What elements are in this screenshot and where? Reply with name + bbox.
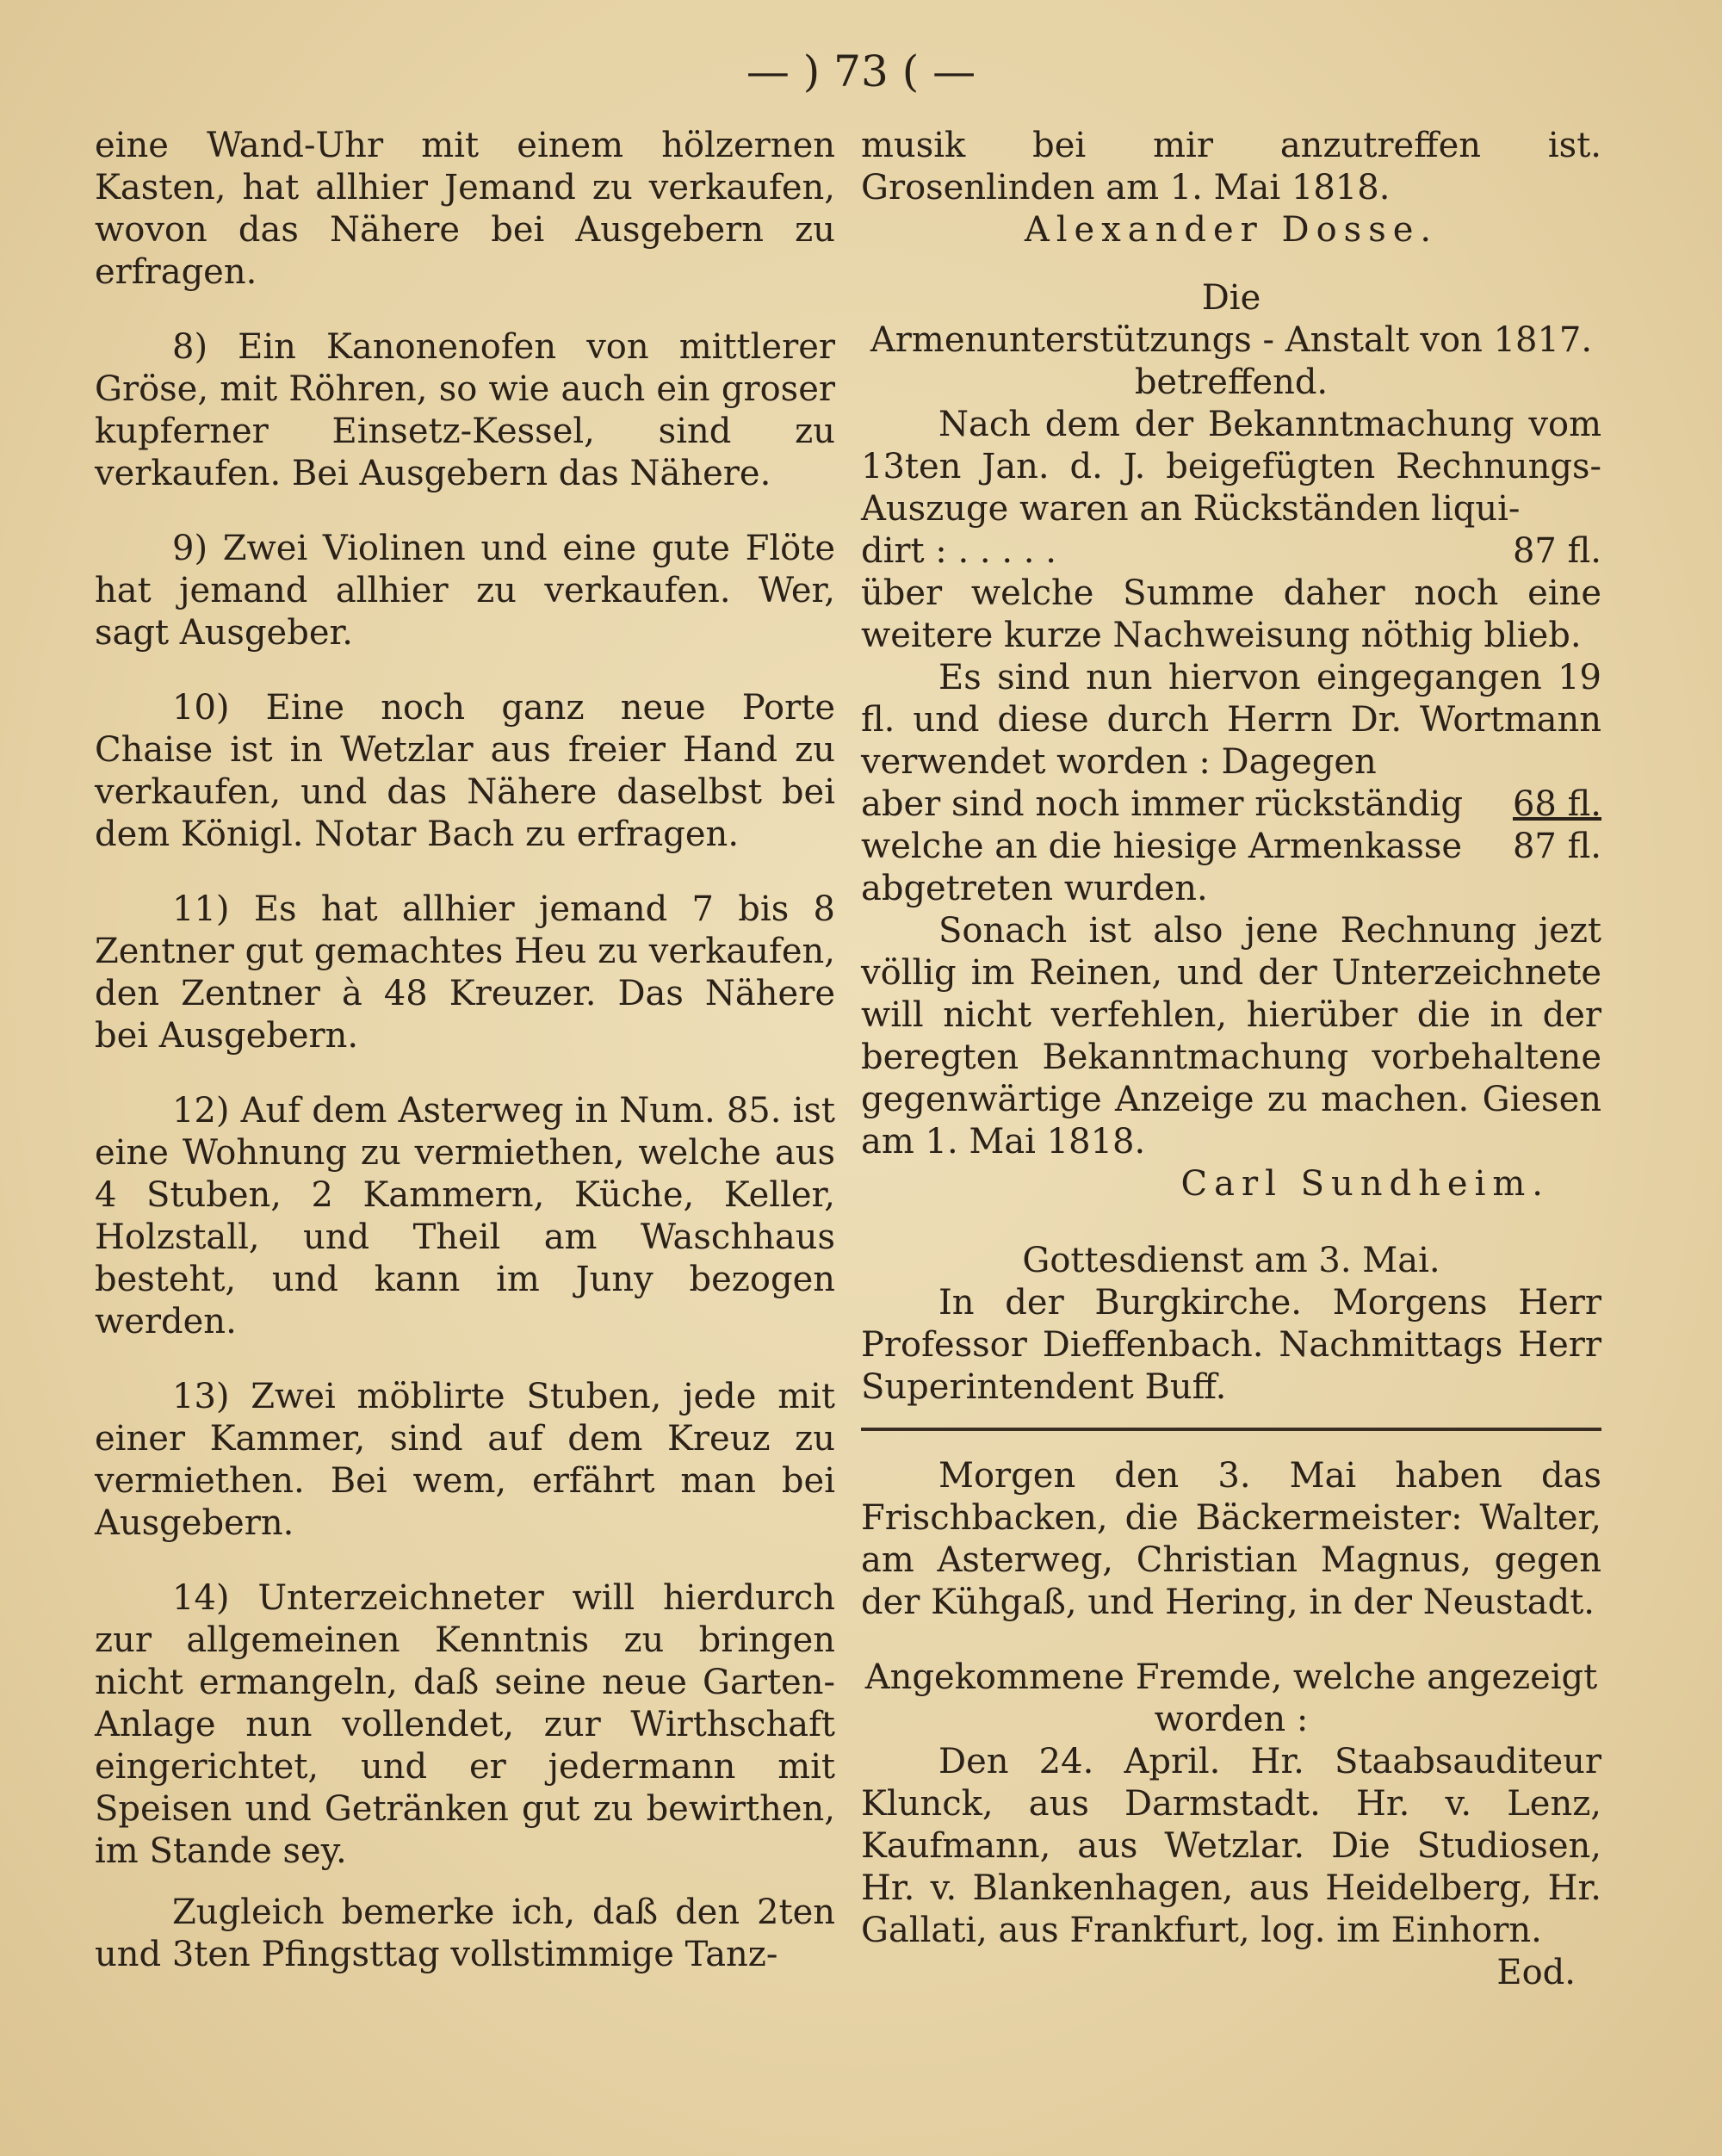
armen-amount-kasse: 87 fl. bbox=[1512, 827, 1601, 866]
right-column bbox=[861, 125, 1601, 1994]
armen-rueckstaendig-line bbox=[861, 784, 1601, 826]
armen-paragraph-2: über welche Summe daher noch eine weitere kurze Nachweisung nöthig blieb. bbox=[861, 573, 1601, 655]
armen-dirt-line bbox=[861, 530, 1601, 573]
armen-kasse-line bbox=[861, 826, 1601, 868]
armen-kasse-label: welche an die hiesige Armenkasse bbox=[861, 827, 1463, 866]
armen-amount-rueckstaendig: 68 fl. bbox=[1512, 784, 1601, 824]
armen-rueckstaendig-label: aber sind noch immer rückständig bbox=[861, 784, 1463, 824]
armen-title-die: Die bbox=[1201, 278, 1261, 318]
gottesdienst-text: In der Burgkirche. Morgens Herr Professor Dieffenbach. Nachmittags Herr Superintendent Buff. bbox=[861, 1283, 1601, 1407]
ad-14-garten-anlage: 14) Unterzeichneter will hierdurch zur allgemeinen Kenntnis zu bringen nicht ermangeln, daß seine neue Garten-Anlage nun vollendet, zur Wirthschaft eingerichtet, und er jedermann mit Speisen und Getränken gut zu bewirthen, im Stande sey. bbox=[95, 1578, 835, 1871]
armen-dirt-label: dirt : . . . . . bbox=[861, 531, 1056, 571]
signature-dosse: Alexander Dosse. bbox=[1024, 210, 1439, 250]
ad-14-continuation: Zugleich bemerke ich, daß den 2ten und 3ten Pfingsttag vollstimmige Tanz- bbox=[95, 1893, 835, 1974]
end-mark: Eod. bbox=[1496, 1953, 1576, 1992]
armen-amount-liquidirt: 87 fl. bbox=[1512, 531, 1601, 571]
ad-10-porte-chaise: 10) Eine noch ganz neue Porte Chaise ist in Wetzlar aus freier Hand zu verkaufen, und das Nähere daselbst bei dem Königl. Notar Bach zu erfragen. bbox=[95, 688, 835, 854]
ad-9-violinen: 9) Zwei Violinen und eine gute Flöte hat jemand allhier zu verkaufen. Wer, sagt Ausgeber. bbox=[95, 529, 835, 653]
fremde-text: Den 24. April. Hr. Staabsauditeur Klunck, aus Darmstadt. Hr. v. Lenz, Kaufmann, aus Wetzlar. Die Studiosen, Hr. v. Blankenhagen, aus Heidelberg, Hr. Gallati, aus Frankfurt, log. im Einhorn. bbox=[861, 1742, 1601, 1950]
ad-wanduhr: eine Wand-Uhr mit einem hölzernen Kasten, hat allhier Jemand zu verkaufen, wovon das Nähere bei Ausgebern zu erfragen. bbox=[95, 126, 835, 292]
armen-title: Armenunterstützungs - Anstalt von 1817. betreffend. bbox=[870, 320, 1593, 402]
gottesdienst-title: Gottesdienst am 3. Mai. bbox=[1022, 1241, 1440, 1280]
armen-abgetreten: abgetreten wurden. bbox=[861, 869, 1208, 908]
section-divider bbox=[861, 1428, 1601, 1431]
armen-paragraph-4: Sonach ist also jene Rechnung jezt völlig im Reinen, und der Unterzeichnete will nicht verfehlen, hierüber die in der beregten Bekanntmachung vorbehaltene gegenwärtige Anzeige zu machen. Giesen am 1. Mai 1818. bbox=[861, 911, 1601, 1162]
left-column bbox=[95, 125, 835, 1976]
ad-13-stuben: 13) Zwei möblirte Stuben, jede mit einer Kammer, sind auf dem Kreuz zu vermiethen. Bei wem, erfährt man bei Ausgebern. bbox=[95, 1377, 835, 1543]
baecker-notice: Morgen den 3. Mai haben das Frischbacken, die Bäckermeister: Walter, am Asterweg, Christian Magnus, gegen der Kühgaß, und Hering, in der Neustadt. bbox=[861, 1456, 1601, 1622]
armen-paragraph-1: Nach dem der Bekanntmachung vom 13ten Jan. d. J. beigefügten Rechnungs-Auszuge waren an Rückständen liqui- bbox=[861, 405, 1601, 529]
tanzmusik-continuation: musik bei mir anzutreffen ist. Grosenlinden am 1. Mai 1818. bbox=[861, 126, 1601, 208]
ad-11-heu: 11) Es hat allhier jemand 7 bis 8 Zentner gut gemachtes Heu zu verkaufen, den Zentner à 48 Kreuzer. Das Nähere bei Ausgebern. bbox=[95, 889, 835, 1056]
page-number-header: — ) 73 ( — bbox=[746, 46, 976, 96]
ad-12-wohnung: 12) Auf dem Asterweg in Num. 85. ist eine Wohnung zu vermiethen, welche aus 4 Stuben, 2 Kammern, Küche, Keller, Holzstall, und Theil am Waschhaus besteht, und kann im Juny bezogen werden. bbox=[95, 1091, 835, 1341]
armen-paragraph-3: Es sind nun hiervon eingegangen 19 fl. und diese durch Herrn Dr. Wortmann verwendet worden : Dagegen bbox=[861, 658, 1601, 782]
ad-8-kanonenofen: 8) Ein Kanonenofen von mittlerer Gröse, mit Röhren, so wie auch ein groser kupferner Einsetz-Kessel, sind zu verkaufen. Bei Ausgebern das Nähere. bbox=[95, 327, 835, 493]
fremde-title: Angekommene Fremde, welche angezeigt worden : bbox=[864, 1657, 1598, 1739]
signature-sundheim: Carl Sundheim. bbox=[1180, 1164, 1550, 1204]
